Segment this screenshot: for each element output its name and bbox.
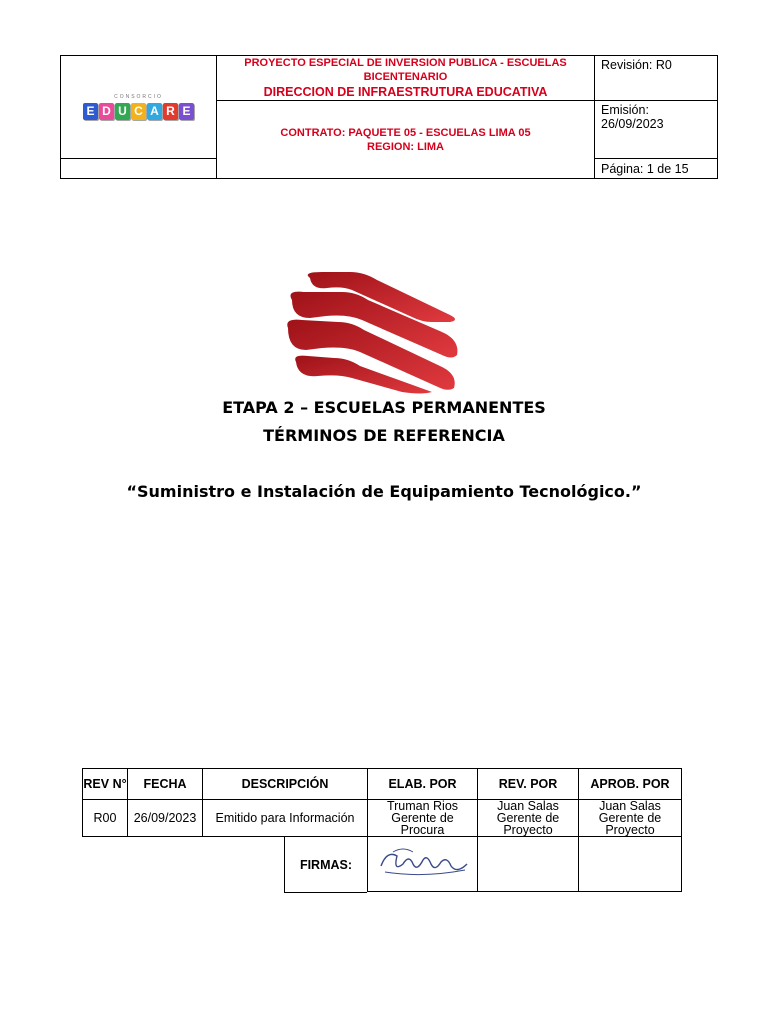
elab-name: Truman Rios [386,799,459,813]
elab-role: Gerente de Procura [391,811,454,837]
handwritten-signature-icon [373,842,473,882]
row-rev: R00 [83,800,128,837]
logo-letter-block: C [131,103,146,120]
region-line: REGION: LIMA [367,140,444,153]
col-fecha: FECHA [128,769,203,800]
row-aprob [579,800,682,837]
row-description: Emitido para Información [203,800,368,837]
emission-label: Emisión: [601,103,649,117]
page-cell [595,159,718,179]
logo-letter-block: U [115,103,130,120]
logo-consorcio-text: CONSORCIO [114,94,163,100]
books-emblem-icon [282,270,470,395]
col-descripcion: DESCRIPCIÓN [203,769,368,800]
signature-elab [368,837,478,892]
revision-cell [595,56,718,101]
logo-letter-block: A [147,103,162,120]
header-table [60,55,718,179]
row-rev-por [478,800,579,837]
aprob-name: Juan Salas [599,799,661,813]
signature-rev [478,837,579,892]
logo-blocks [83,103,194,120]
project-line: PROYECTO ESPECIAL DE INVERSION PUBLICA - ESCUELAS BICENTENARIO [244,57,567,83]
col-aprob: APROB. POR [579,769,682,800]
emission-cell [595,101,718,159]
signatures-label: FIRMAS: [284,837,367,893]
logo-cell-bottom [61,159,217,179]
signature-aprob [579,837,682,892]
stage-title: ETAPA 2 – ESCUELAS PERMANENTES [222,398,546,417]
signature-spacer [83,837,368,892]
logo-letter-block: D [99,103,114,120]
contract-line: CONTRATO: PAQUETE 05 - ESCUELAS LIMA 05 [280,126,531,139]
contract-cell [217,101,595,179]
aprob-role: Gerente de Proyecto [598,811,662,837]
col-elab: ELAB. POR [368,769,478,800]
emission-date: 26/09/2023 [601,117,664,131]
table-row [83,800,682,837]
rev-name: Juan Salas [497,799,559,813]
logo-letter-block: E [179,103,194,120]
direction-line: DIRECCION DE INFRAESTRUTURA EDUCATIVA [263,85,548,99]
consortium-logo [61,56,217,159]
project-title-cell [217,56,595,101]
terms-title: TÉRMINOS DE REFERENCIA [263,426,505,445]
row-elab [368,800,478,837]
subject-title: “Suministro e Instalación de Equipamiento Tecnológico.” [126,482,642,501]
revision-table [82,768,682,892]
page-number: Página: 1 de 15 [601,161,689,176]
revision-text: Revisión: R0 [601,58,672,72]
col-rev-por: REV. POR [478,769,579,800]
col-rev: REV N° [83,769,128,800]
rev-role: Gerente de Proyecto [496,811,560,837]
logo-letter-block: E [83,103,98,120]
logo-letter-block: R [163,103,178,120]
row-date: 26/09/2023 [128,800,203,837]
